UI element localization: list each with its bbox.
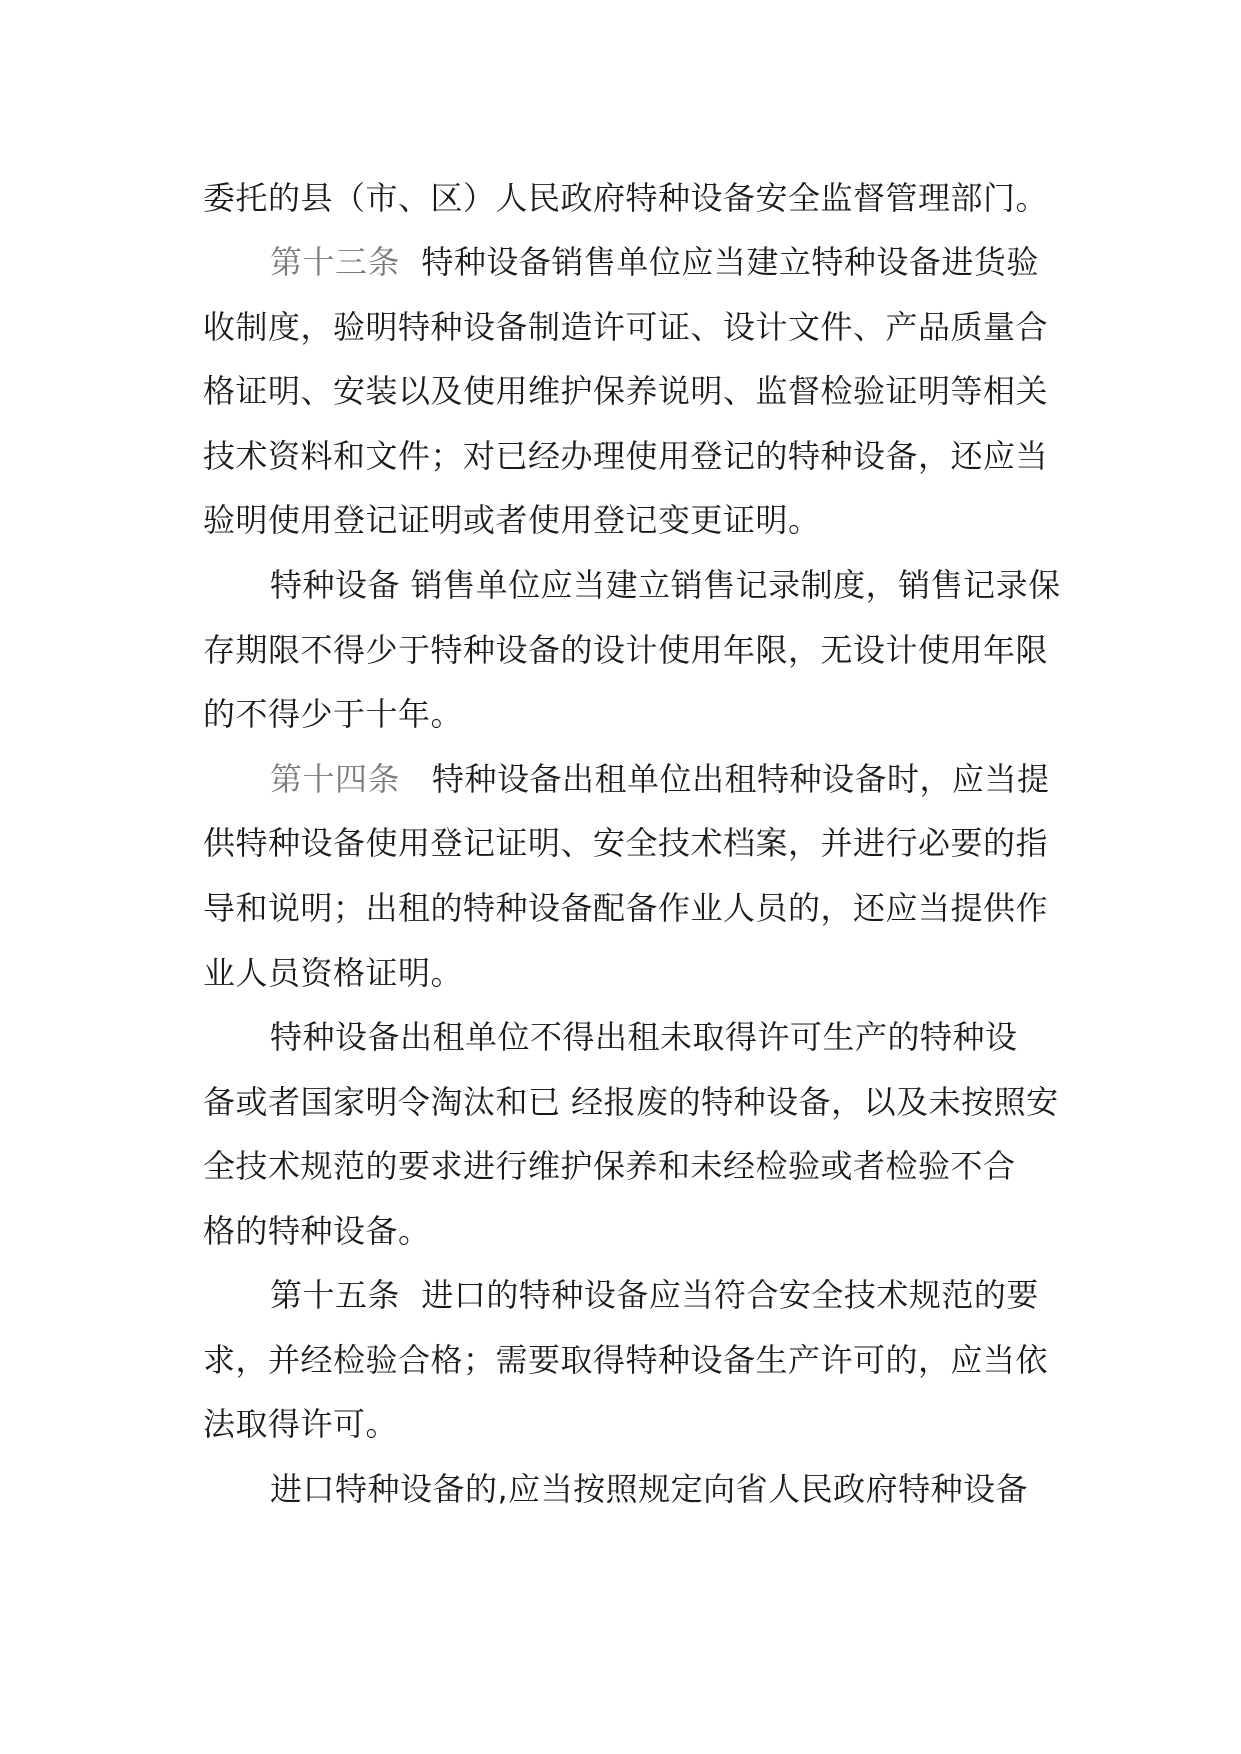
text-line — [203, 1340, 1048, 1380]
line-text: 备或者国家明令淘汰和已 经报废的特种设备，以及未按照安 — [203, 1083, 1059, 1121]
line-text: 格的特种设备。 — [203, 1212, 431, 1250]
article-gap — [400, 1276, 421, 1314]
text-line — [203, 1146, 1016, 1186]
line-text: 供特种设备使用登记证明、安全技术档案，并进行必要的指 — [203, 824, 1049, 862]
line-text: 法取得许可。 — [203, 1405, 399, 1443]
text-line — [270, 242, 1039, 282]
line-text: 特种设备出租单位不得出租未取得许可生产的特种设 — [270, 1018, 1018, 1056]
text-line — [270, 565, 1061, 605]
line-text: 进口的特种设备应当符合安全技术规范的要 — [421, 1276, 1039, 1314]
text-line — [270, 1275, 1039, 1315]
line-text: 业人员资格证明。 — [203, 954, 464, 992]
article-gap — [400, 760, 432, 798]
text-line — [203, 1404, 398, 1444]
line-text: 导和说明；出租的特种设备配备作业人员的，还应当提供作 — [203, 889, 1049, 927]
text-line — [203, 307, 1048, 347]
line-text: 进口特种设备的,应当按照规定向省人民政府特种设备 — [270, 1470, 1029, 1508]
text-line — [203, 694, 463, 734]
line-text: 特种设备销售单位应当建立特种设备进货验 — [421, 243, 1039, 281]
article-gap — [400, 243, 421, 281]
line-text: 全技术规范的要求进行维护保养和未经检验或者检验不合 — [203, 1147, 1016, 1185]
text-line — [203, 178, 1048, 218]
text-line — [270, 759, 1050, 799]
line-text: 求，并经检验合格；需要取得特种设备生产许可的，应当依 — [203, 1341, 1049, 1379]
text-line — [270, 1469, 1028, 1509]
text-line — [203, 436, 1048, 476]
line-text: 格证明、安装以及使用维护保养说明、监督检验证明等相关 — [203, 372, 1049, 410]
text-line — [203, 630, 1048, 670]
line-text: 委托的县（市、区）人民政府特种设备安全监督管理部门。 — [203, 179, 1049, 217]
line-text: 的不得少于十年。 — [203, 695, 464, 733]
article-number: 第十五条 — [270, 1276, 401, 1314]
text-line — [203, 1211, 431, 1251]
text-line — [203, 500, 821, 540]
line-text: 存期限不得少于特种设备的设计使用年限，无设计使用年限 — [203, 631, 1049, 669]
line-text: 特种设备出租单位出租特种设备时，应当提 — [432, 760, 1050, 798]
article-number: 第十四条 — [270, 760, 401, 798]
text-line — [203, 953, 463, 993]
text-line — [203, 888, 1048, 928]
line-text: 特种设备 销售单位应当建立销售记录制度，销售记录保 — [270, 566, 1061, 604]
line-text: 收制度，验明特种设备制造许可证、设计文件、产品质量合 — [203, 308, 1049, 346]
text-line — [203, 1082, 1059, 1122]
line-text: 技术资料和文件；对已经办理使用登记的特种设备，还应当 — [203, 437, 1049, 475]
text-line — [203, 371, 1048, 411]
line-text: 验明使用登记证明或者使用登记变更证明。 — [203, 501, 821, 539]
text-line — [203, 823, 1048, 863]
article-number: 第十三条 — [270, 243, 401, 281]
text-line — [270, 1017, 1018, 1057]
